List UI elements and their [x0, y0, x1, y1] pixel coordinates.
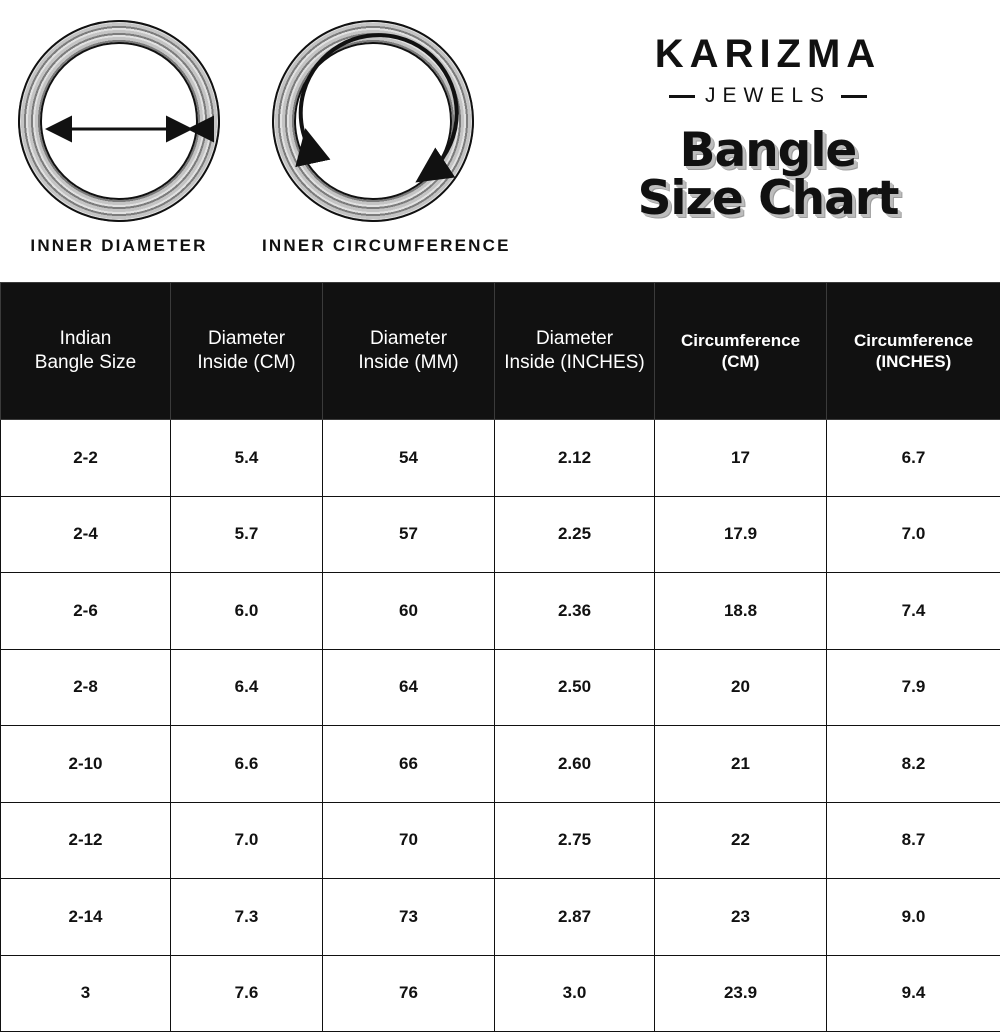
cell-diameter-inches: 2.12	[495, 420, 655, 497]
cell-circumference-cm: 18.8	[655, 573, 827, 650]
brand-subtitle-row	[558, 84, 978, 108]
cell-circumference-inches: 6.7	[827, 420, 1000, 497]
cell-diameter-cm: 7.0	[171, 802, 323, 879]
cell-diameter-cm: 7.6	[171, 955, 323, 1032]
cell-circumference-cm: 23	[655, 879, 827, 956]
brand-block	[558, 34, 978, 222]
header-line: (CM)	[722, 352, 760, 371]
header-line: Inside (MM)	[358, 352, 458, 373]
cell-circumference-inches: 9.4	[827, 955, 1000, 1032]
cell-size: 2-12	[1, 802, 171, 879]
table-body	[1, 420, 1000, 1032]
cell-diameter-mm: 70	[323, 802, 495, 879]
cell-diameter-mm: 66	[323, 726, 495, 803]
cell-circumference-inches: 7.9	[827, 649, 1000, 726]
cell-diameter-inches: 3.0	[495, 955, 655, 1032]
figure-caption: INNER CIRCUMFERENCE	[262, 236, 484, 256]
figure-caption: INNER DIAMETER	[8, 236, 230, 256]
cell-circumference-cm: 23.9	[655, 955, 827, 1032]
cell-diameter-mm: 73	[323, 879, 495, 956]
cell-size: 2-10	[1, 726, 171, 803]
table-row	[1, 573, 1000, 650]
illustration-header	[0, 0, 1000, 282]
cell-diameter-cm: 6.4	[171, 649, 323, 726]
header-line: (INCHES)	[876, 352, 952, 371]
header-line: Circumference	[854, 331, 973, 350]
cell-circumference-cm: 21	[655, 726, 827, 803]
diameter-arrow-icon	[18, 20, 220, 222]
brand-subtitle: JEWELS	[705, 84, 831, 108]
cell-circumference-cm: 17.9	[655, 496, 827, 573]
cell-diameter-inches: 2.25	[495, 496, 655, 573]
cell-circumference-inches: 7.4	[827, 573, 1000, 650]
header-line: Inside (CM)	[197, 352, 295, 373]
header-line: Diameter	[208, 328, 285, 349]
cell-diameter-inches: 2.36	[495, 573, 655, 650]
header-line: Diameter	[370, 328, 447, 349]
cell-size: 2-4	[1, 496, 171, 573]
bangle-circumference-icon	[272, 20, 474, 222]
table-header	[1, 283, 1000, 420]
header-line: Circumference	[681, 331, 800, 350]
column-header-indian-bangle-size	[1, 283, 171, 420]
cell-diameter-mm: 76	[323, 955, 495, 1032]
cell-size: 2-8	[1, 649, 171, 726]
cell-size: 2-14	[1, 879, 171, 956]
column-header-circumference-inches	[827, 283, 1000, 420]
cell-diameter-cm: 6.6	[171, 726, 323, 803]
cell-circumference-inches: 9.0	[827, 879, 1000, 956]
table-row	[1, 496, 1000, 573]
brand-name: KARIZMA	[558, 34, 978, 74]
cell-circumference-inches: 8.7	[827, 802, 1000, 879]
cell-diameter-inches: 2.75	[495, 802, 655, 879]
circumference-arrow-icon	[272, 20, 474, 222]
cell-size: 2-6	[1, 573, 171, 650]
column-header-diameter-inches	[495, 283, 655, 420]
table-row	[1, 649, 1000, 726]
table-row	[1, 420, 1000, 497]
cell-circumference-cm: 22	[655, 802, 827, 879]
cell-diameter-inches: 2.50	[495, 649, 655, 726]
table-row	[1, 879, 1000, 956]
column-header-circumference-cm	[655, 283, 827, 420]
size-chart-table	[0, 282, 1000, 1032]
header-line: Inside (INCHES)	[504, 352, 644, 373]
cell-circumference-cm: 17	[655, 420, 827, 497]
cell-diameter-mm: 60	[323, 573, 495, 650]
column-header-diameter-mm	[323, 283, 495, 420]
cell-circumference-inches: 7.0	[827, 496, 1000, 573]
page-title-line-1: Bangle	[558, 128, 978, 174]
cell-diameter-cm: 5.7	[171, 496, 323, 573]
table-row	[1, 802, 1000, 879]
cell-diameter-inches: 2.87	[495, 879, 655, 956]
cell-diameter-cm: 7.3	[171, 879, 323, 956]
page-title	[558, 128, 978, 222]
table-header-row	[1, 283, 1000, 420]
figure-inner-diameter	[8, 20, 230, 256]
header-line: Bangle Size	[35, 352, 136, 373]
cell-diameter-inches: 2.60	[495, 726, 655, 803]
cell-circumference-inches: 8.2	[827, 726, 1000, 803]
column-header-diameter-cm	[171, 283, 323, 420]
header-line: Diameter	[536, 328, 613, 349]
figure-inner-circumference	[262, 20, 484, 256]
cell-diameter-cm: 5.4	[171, 420, 323, 497]
cell-diameter-mm: 57	[323, 496, 495, 573]
page-title-line-2: Size Chart	[558, 176, 978, 222]
cell-diameter-mm: 54	[323, 420, 495, 497]
bangle-diameter-icon	[18, 20, 220, 222]
table-row	[1, 726, 1000, 803]
dash-left-icon	[669, 95, 695, 98]
cell-size: 2-2	[1, 420, 171, 497]
cell-diameter-cm: 6.0	[171, 573, 323, 650]
cell-size: 3	[1, 955, 171, 1032]
dash-right-icon	[841, 95, 867, 98]
header-line: Indian	[60, 328, 112, 349]
cell-circumference-cm: 20	[655, 649, 827, 726]
table-row	[1, 955, 1000, 1032]
cell-diameter-mm: 64	[323, 649, 495, 726]
